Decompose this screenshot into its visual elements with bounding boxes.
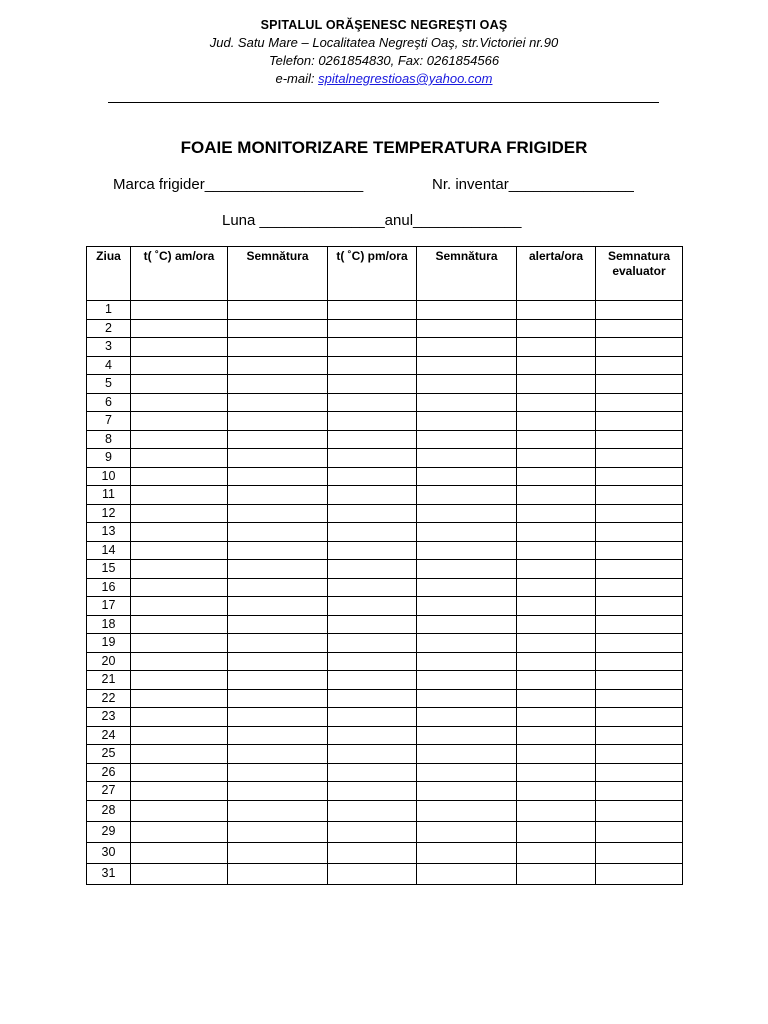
entry-cell[interactable] — [417, 763, 517, 782]
entry-cell[interactable] — [131, 523, 228, 542]
table-row — [87, 375, 683, 394]
table-row — [87, 560, 683, 579]
entry-cell[interactable] — [596, 615, 683, 634]
institution-email-line — [0, 70, 768, 88]
entry-cell[interactable] — [417, 486, 517, 505]
table-row — [87, 863, 683, 884]
entry-cell[interactable] — [228, 319, 328, 338]
entry-cell[interactable] — [328, 578, 417, 597]
day-cell: 16 — [87, 578, 131, 597]
entry-cell[interactable] — [417, 821, 517, 842]
entry-cell[interactable] — [328, 671, 417, 690]
entry-cell[interactable] — [328, 375, 417, 394]
entry-cell[interactable] — [228, 338, 328, 357]
entry-cell[interactable] — [417, 504, 517, 523]
institution-name: SPITALUL ORĂŞENESC NEGREŞTI OAŞ — [260, 18, 508, 32]
entry-cell[interactable] — [596, 689, 683, 708]
table-row — [87, 430, 683, 449]
entry-cell[interactable] — [417, 523, 517, 542]
entry-cell[interactable] — [131, 671, 228, 690]
day-cell: 3 — [87, 338, 131, 357]
entry-cell[interactable] — [596, 430, 683, 449]
temperature-table — [86, 246, 683, 885]
day-cell: 22 — [87, 689, 131, 708]
entry-cell[interactable] — [596, 821, 683, 842]
entry-cell[interactable] — [517, 578, 596, 597]
entry-cell[interactable] — [596, 597, 683, 616]
entry-cell[interactable] — [228, 356, 328, 375]
entry-cell[interactable] — [596, 745, 683, 764]
email-link[interactable]: spitalnegrestioas@yahoo.com — [318, 71, 493, 86]
entry-cell[interactable] — [417, 863, 517, 884]
table-row — [87, 356, 683, 375]
entry-cell[interactable] — [596, 560, 683, 579]
entry-cell[interactable] — [228, 412, 328, 431]
entry-cell[interactable] — [228, 745, 328, 764]
entry-cell[interactable] — [417, 597, 517, 616]
entry-cell[interactable] — [228, 449, 328, 468]
entry-cell[interactable] — [228, 578, 328, 597]
day-cell: 25 — [87, 745, 131, 764]
column-header: alerta/ora — [517, 247, 596, 301]
entry-cell[interactable] — [328, 615, 417, 634]
entry-cell[interactable] — [517, 449, 596, 468]
entry-cell[interactable] — [517, 597, 596, 616]
day-cell: 9 — [87, 449, 131, 468]
entry-cell[interactable] — [517, 763, 596, 782]
entry-cell[interactable] — [328, 319, 417, 338]
entry-cell[interactable] — [131, 652, 228, 671]
day-cell: 5 — [87, 375, 131, 394]
entry-cell[interactable] — [596, 486, 683, 505]
entry-cell[interactable] — [517, 356, 596, 375]
entry-cell[interactable] — [228, 504, 328, 523]
table-row — [87, 800, 683, 821]
entry-cell[interactable] — [596, 578, 683, 597]
entry-cell[interactable] — [417, 634, 517, 653]
institution-address: Jud. Satu Mare – Localitatea Negreşti Oaş, str.Victoriei nr.90 — [209, 35, 559, 50]
entry-cell[interactable] — [417, 560, 517, 579]
entry-cell[interactable] — [228, 560, 328, 579]
entry-cell[interactable] — [131, 726, 228, 745]
entry-cell[interactable] — [596, 523, 683, 542]
entry-cell[interactable] — [228, 689, 328, 708]
entry-cell[interactable] — [328, 726, 417, 745]
entry-cell[interactable] — [417, 726, 517, 745]
entry-cell[interactable] — [328, 652, 417, 671]
entry-cell[interactable] — [596, 356, 683, 375]
entry-cell[interactable] — [596, 375, 683, 394]
table-row — [87, 504, 683, 523]
entry-cell[interactable] — [131, 745, 228, 764]
entry-cell[interactable] — [131, 467, 228, 486]
entry-cell[interactable] — [417, 578, 517, 597]
entry-cell[interactable] — [417, 541, 517, 560]
day-cell: 29 — [87, 821, 131, 842]
entry-cell[interactable] — [131, 597, 228, 616]
entry-cell[interactable] — [517, 615, 596, 634]
day-cell: 23 — [87, 708, 131, 727]
entry-cell[interactable] — [596, 449, 683, 468]
entry-cell[interactable] — [228, 541, 328, 560]
fridge-brand-field: Marca frigider___________________ — [113, 176, 364, 193]
entry-cell[interactable] — [328, 821, 417, 842]
table-row — [87, 393, 683, 412]
table-row — [87, 301, 683, 320]
entry-cell[interactable] — [417, 319, 517, 338]
page-title: FOAIE MONITORIZARE TEMPERATURA FRIGIDER — [180, 138, 588, 157]
day-cell: 19 — [87, 634, 131, 653]
entry-cell[interactable] — [517, 486, 596, 505]
day-cell: 31 — [87, 863, 131, 884]
entry-cell[interactable] — [131, 800, 228, 821]
table-row — [87, 578, 683, 597]
entry-cell[interactable] — [417, 782, 517, 801]
entry-cell[interactable] — [417, 412, 517, 431]
table-row — [87, 689, 683, 708]
entry-cell[interactable] — [517, 821, 596, 842]
entry-cell[interactable] — [517, 560, 596, 579]
table-row — [87, 745, 683, 764]
entry-cell[interactable] — [228, 782, 328, 801]
entry-cell[interactable] — [328, 708, 417, 727]
entry-cell[interactable] — [328, 745, 417, 764]
entry-cell[interactable] — [328, 393, 417, 412]
table-row — [87, 708, 683, 727]
entry-cell[interactable] — [596, 842, 683, 863]
entry-cell[interactable] — [228, 393, 328, 412]
table-row — [87, 541, 683, 560]
day-cell: 8 — [87, 430, 131, 449]
entry-cell[interactable] — [228, 652, 328, 671]
entry-cell[interactable] — [228, 863, 328, 884]
entry-cell[interactable] — [596, 393, 683, 412]
entry-cell[interactable] — [328, 301, 417, 320]
column-header: t( ˚C) pm/ora — [328, 247, 417, 301]
entry-cell[interactable] — [131, 301, 228, 320]
entry-cell[interactable] — [131, 842, 228, 863]
day-cell: 17 — [87, 597, 131, 616]
entry-cell[interactable] — [228, 615, 328, 634]
entry-cell[interactable] — [131, 821, 228, 842]
entry-cell[interactable] — [131, 541, 228, 560]
entry-cell[interactable] — [596, 301, 683, 320]
entry-cell[interactable] — [517, 652, 596, 671]
entry-cell[interactable] — [596, 863, 683, 884]
table-row — [87, 486, 683, 505]
entry-cell[interactable] — [131, 634, 228, 653]
entry-cell[interactable] — [131, 615, 228, 634]
entry-cell[interactable] — [596, 634, 683, 653]
table-row — [87, 652, 683, 671]
entry-cell[interactable] — [228, 523, 328, 542]
day-cell: 24 — [87, 726, 131, 745]
entry-cell[interactable] — [596, 708, 683, 727]
entry-cell[interactable] — [228, 301, 328, 320]
entry-cell[interactable] — [328, 412, 417, 431]
entry-cell[interactable] — [328, 597, 417, 616]
table-row — [87, 597, 683, 616]
day-cell: 14 — [87, 541, 131, 560]
entry-cell[interactable] — [131, 560, 228, 579]
entry-cell[interactable] — [517, 726, 596, 745]
entry-cell[interactable] — [328, 504, 417, 523]
entry-cell[interactable] — [328, 486, 417, 505]
entry-cell[interactable] — [131, 708, 228, 727]
day-cell: 28 — [87, 800, 131, 821]
entry-cell[interactable] — [131, 486, 228, 505]
entry-cell[interactable] — [228, 486, 328, 505]
document-header — [0, 16, 768, 88]
entry-cell[interactable] — [417, 689, 517, 708]
day-cell: 12 — [87, 504, 131, 523]
entry-cell[interactable] — [228, 467, 328, 486]
entry-cell[interactable] — [328, 338, 417, 357]
entry-cell[interactable] — [596, 319, 683, 338]
entry-cell[interactable] — [596, 412, 683, 431]
entry-cell[interactable] — [517, 689, 596, 708]
entry-cell[interactable] — [131, 375, 228, 394]
entry-cell[interactable] — [228, 634, 328, 653]
entry-cell[interactable] — [328, 560, 417, 579]
entry-cell[interactable] — [328, 800, 417, 821]
column-header: Ziua — [87, 247, 131, 301]
entry-cell[interactable] — [417, 393, 517, 412]
entry-cell[interactable] — [417, 842, 517, 863]
table-row — [87, 782, 683, 801]
entry-cell[interactable] — [417, 652, 517, 671]
entry-cell[interactable] — [517, 504, 596, 523]
entry-cell[interactable] — [417, 467, 517, 486]
entry-cell[interactable] — [228, 430, 328, 449]
entry-cell[interactable] — [328, 356, 417, 375]
entry-cell[interactable] — [596, 800, 683, 821]
entry-cell[interactable] — [517, 393, 596, 412]
entry-cell[interactable] — [328, 634, 417, 653]
entry-cell[interactable] — [517, 467, 596, 486]
entry-cell[interactable] — [131, 393, 228, 412]
entry-cell[interactable] — [328, 467, 417, 486]
email-label: e-mail: — [275, 71, 319, 86]
table-row — [87, 319, 683, 338]
entry-cell[interactable] — [228, 597, 328, 616]
entry-cell[interactable] — [596, 782, 683, 801]
entry-cell[interactable] — [517, 319, 596, 338]
table-row — [87, 338, 683, 357]
entry-cell[interactable] — [417, 338, 517, 357]
day-cell: 15 — [87, 560, 131, 579]
day-cell: 4 — [87, 356, 131, 375]
day-cell: 6 — [87, 393, 131, 412]
entry-cell[interactable] — [517, 301, 596, 320]
entry-cell[interactable] — [517, 708, 596, 727]
entry-cell[interactable] — [417, 708, 517, 727]
entry-cell[interactable] — [131, 578, 228, 597]
entry-cell[interactable] — [417, 430, 517, 449]
entry-cell[interactable] — [517, 541, 596, 560]
entry-cell[interactable] — [228, 842, 328, 863]
entry-cell[interactable] — [131, 356, 228, 375]
entry-cell[interactable] — [417, 615, 517, 634]
day-cell: 26 — [87, 763, 131, 782]
entry-cell[interactable] — [228, 375, 328, 394]
entry-cell[interactable] — [417, 449, 517, 468]
entry-cell[interactable] — [517, 430, 596, 449]
column-header: Semnătura — [228, 247, 328, 301]
table-row — [87, 467, 683, 486]
entry-cell[interactable] — [328, 430, 417, 449]
entry-cell[interactable] — [517, 523, 596, 542]
table-header-row — [87, 247, 683, 301]
entry-cell[interactable] — [228, 800, 328, 821]
table-row — [87, 634, 683, 653]
institution-phone-fax: Telefon: 0261854830, Fax: 0261854566 — [268, 53, 500, 68]
column-header: Semnatura evaluator — [596, 247, 683, 301]
entry-cell[interactable] — [228, 821, 328, 842]
entry-cell[interactable] — [328, 689, 417, 708]
table-row — [87, 523, 683, 542]
entry-cell[interactable] — [328, 863, 417, 884]
day-cell: 20 — [87, 652, 131, 671]
day-cell: 27 — [87, 782, 131, 801]
entry-cell[interactable] — [417, 301, 517, 320]
entry-cell[interactable] — [131, 412, 228, 431]
entry-cell[interactable] — [417, 745, 517, 764]
table-row — [87, 821, 683, 842]
entry-cell[interactable] — [228, 708, 328, 727]
day-cell: 7 — [87, 412, 131, 431]
entry-cell[interactable] — [328, 782, 417, 801]
entry-cell[interactable] — [417, 356, 517, 375]
entry-cell[interactable] — [596, 338, 683, 357]
table-row — [87, 671, 683, 690]
entry-cell[interactable] — [417, 671, 517, 690]
entry-cell[interactable] — [517, 338, 596, 357]
entry-cell[interactable] — [228, 763, 328, 782]
entry-cell[interactable] — [131, 430, 228, 449]
table-body — [87, 301, 683, 885]
entry-cell[interactable] — [596, 504, 683, 523]
table-row — [87, 449, 683, 468]
table-row — [87, 412, 683, 431]
day-cell: 18 — [87, 615, 131, 634]
day-cell: 13 — [87, 523, 131, 542]
inventory-number-field: Nr. inventar_______________ — [432, 176, 634, 193]
header-divider — [108, 102, 659, 103]
entry-cell[interactable] — [517, 412, 596, 431]
entry-cell[interactable] — [328, 449, 417, 468]
entry-cell[interactable] — [596, 652, 683, 671]
day-cell: 10 — [87, 467, 131, 486]
column-header: Semnătura — [417, 247, 517, 301]
table-row — [87, 615, 683, 634]
entry-cell[interactable] — [131, 338, 228, 357]
entry-cell[interactable] — [328, 541, 417, 560]
entry-cell[interactable] — [596, 726, 683, 745]
column-header: t( ˚C) am/ora — [131, 247, 228, 301]
entry-cell[interactable] — [131, 782, 228, 801]
entry-cell[interactable] — [596, 763, 683, 782]
day-cell: 1 — [87, 301, 131, 320]
entry-cell[interactable] — [517, 842, 596, 863]
entry-cell[interactable] — [517, 375, 596, 394]
entry-cell[interactable] — [596, 541, 683, 560]
entry-cell[interactable] — [228, 671, 328, 690]
entry-cell[interactable] — [517, 863, 596, 884]
entry-cell[interactable] — [328, 763, 417, 782]
entry-cell[interactable] — [517, 782, 596, 801]
day-cell: 2 — [87, 319, 131, 338]
entry-cell[interactable] — [517, 671, 596, 690]
entry-cell[interactable] — [417, 800, 517, 821]
day-cell: 11 — [87, 486, 131, 505]
entry-cell[interactable] — [131, 504, 228, 523]
table-row — [87, 726, 683, 745]
entry-cell[interactable] — [517, 800, 596, 821]
entry-cell[interactable] — [517, 634, 596, 653]
entry-cell[interactable] — [228, 726, 328, 745]
day-cell: 30 — [87, 842, 131, 863]
entry-cell[interactable] — [131, 689, 228, 708]
month-year-field: Luna _______________anul_____________ — [222, 212, 522, 229]
day-cell: 21 — [87, 671, 131, 690]
table-row — [87, 763, 683, 782]
entry-cell[interactable] — [131, 863, 228, 884]
entry-cell[interactable] — [517, 745, 596, 764]
entry-cell[interactable] — [417, 375, 517, 394]
entry-cell[interactable] — [328, 523, 417, 542]
entry-cell[interactable] — [596, 467, 683, 486]
entry-cell[interactable] — [131, 319, 228, 338]
entry-cell[interactable] — [131, 763, 228, 782]
entry-cell[interactable] — [131, 449, 228, 468]
entry-cell[interactable] — [596, 671, 683, 690]
table-row — [87, 842, 683, 863]
entry-cell[interactable] — [328, 842, 417, 863]
